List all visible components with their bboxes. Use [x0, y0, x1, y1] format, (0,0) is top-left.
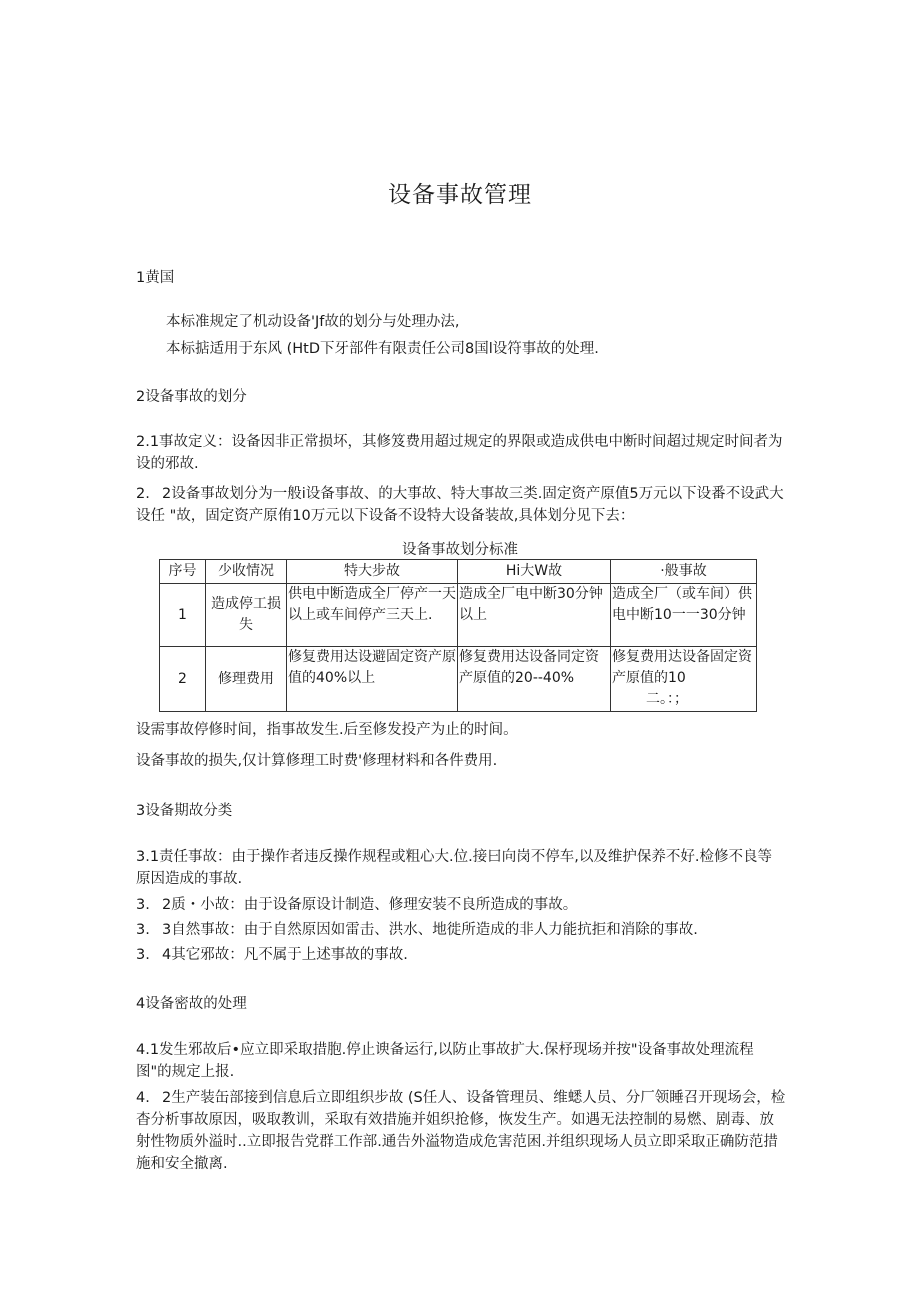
table-header-cell: 序号	[160, 560, 206, 584]
table-cell: 供电中断造成全厂停产一天以上或车间停产三天上.	[287, 584, 458, 647]
section-2-heading: 2设备事故的划分	[136, 389, 247, 405]
section-3-paragraph-1: 3.1责任事故：由于操作者违反操作规程或粗心大.位.接曰向岗不停车,以及维护保养不好.检修不良等原因造成的事故.	[136, 849, 772, 887]
table-cell-text: 修复费用达设备固定资产原值的10	[612, 649, 752, 686]
table-cell: 1	[160, 584, 206, 647]
item-number: 3.	[136, 922, 150, 938]
item-number: 2.	[136, 486, 150, 502]
table-cell: 2	[160, 647, 206, 712]
item-number: 3.	[136, 897, 150, 913]
table-cell-extra-text: 二。：；	[646, 691, 688, 707]
table-row	[160, 647, 757, 712]
item-number: 4.	[136, 1090, 150, 1106]
accident-classification-table	[159, 559, 757, 712]
item-text: 2设备事故划分为一般i设备事故、的大事故、特大事故三类.固定资产原值5万元以下设番不设武大设任 "故，固定资产原侑10万元以下设备不设特大设备装故,具体划分见下去：	[136, 486, 784, 524]
item-text: 2生产装缶部接到信息后立即组织步故 (S任人、设备管理员、维蟋人员、分厂领睡召开现场会，检杳分析事故原因，吸取教训，采取有效措施并姐织抢修，恢发生产。如遇无法控制的易燃、剧毒、放射性物质外溢时..立即报告党群工作部.通告外溢物造成危害范困.并组织现场人员立即采取正确防范措施和安全撤离.	[136, 1090, 786, 1172]
item-number: 3.	[136, 947, 150, 963]
table-cell: 修复费用达设备同定资产原值的20--40%	[458, 647, 611, 712]
section-2-note-1: 设需事故停修时间，指事故发生.后至修发投产为止的时间。	[136, 722, 518, 738]
table-cell	[611, 647, 757, 712]
table-header-cell: Hi大W故	[458, 560, 611, 584]
table-cell: 修理费用	[206, 647, 287, 712]
section-3-heading: 3设备期故分类	[136, 803, 233, 819]
section-1-heading: 1黄国	[136, 270, 175, 286]
table-cell: 造成全厂（或车间）供电中断10一一30分钟	[611, 584, 757, 647]
section-4-heading: 4设备密故的处理	[136, 996, 247, 1012]
section-2-note-2: 设备事故的损失,仅计算修理工时费'修理材料和各件费用.	[136, 753, 498, 769]
section-1-paragraph-2: 本标掂适用于东风 (HtD下牙部件有限责任公司8国l设符事故的处理.	[166, 341, 599, 357]
section-2-paragraph-2	[136, 483, 786, 527]
table-header-cell: 特大步故	[287, 560, 458, 584]
section-2-paragraph-1: 2.1事故定义：设备因非正常损坏，其修笈费用超过规定的界限或造成供电中断时间超过规定时间者为设的邪故.	[136, 434, 783, 472]
table-row	[160, 584, 757, 647]
table-cell: 修复费用达设避固定资产原值的40%以上	[287, 647, 458, 712]
item-text: 3自然事故：由于自然原因如雷击、洪水、地徙所造成的非人力能抗拒和消除的事故.	[162, 922, 698, 938]
table-caption: 设备事故划分标准	[402, 542, 518, 558]
section-1-paragraph-1: 本标准规定了机动设备'Jf故的划分与处理办法,	[166, 314, 460, 330]
section-4-paragraph-2	[136, 1087, 786, 1175]
section-3-paragraph-4	[136, 944, 786, 966]
page-title: 设备事故管理	[388, 182, 532, 208]
table-cell: 造成停工损失	[206, 584, 287, 647]
item-text: 4其它邪故：凡不属于上述事故的事故.	[162, 947, 408, 963]
section-3-paragraph-2	[136, 894, 786, 916]
table-header-cell: 少收情况	[206, 560, 287, 584]
table-cell: 造成全厂电中断30分钟以上	[458, 584, 611, 647]
table-header-row	[160, 560, 757, 584]
item-text: 2质・小故：由于设备原设计制造、修理安装不良所造成的事故。	[162, 897, 578, 913]
table-header-cell: ·般事故	[611, 560, 757, 584]
section-3-paragraph-3	[136, 919, 786, 941]
section-4-paragraph-1: 4.1发生邪故后•应立即采取措胞.停止谀备运行,以防止事故扩大.保杼现场并按"设备事故处理流程图"的规定上报.	[136, 1042, 754, 1080]
